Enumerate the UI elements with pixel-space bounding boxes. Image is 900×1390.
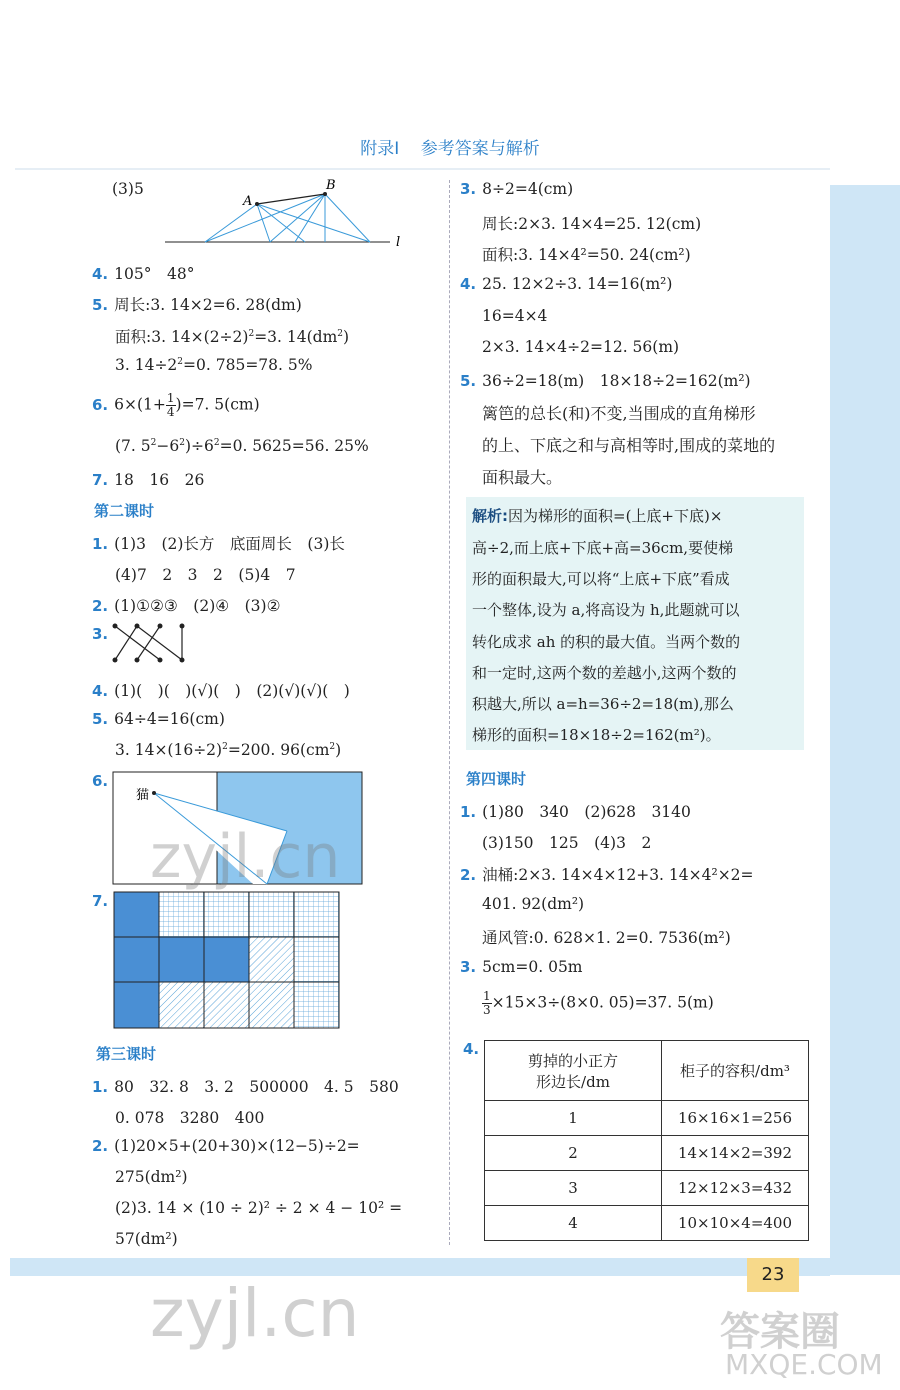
- s2-q1-line2: (4)7 2 3 2 (5)4 7: [115, 566, 296, 584]
- r-q5-line4: 面积最大。: [482, 468, 563, 487]
- table-header-side: 剪掉的小正方 形边长/dm: [485, 1041, 662, 1101]
- q5-line2: 面积:3. $14\times(2\div 2)^2=3$. $14(dm^2)$: [115, 328, 350, 346]
- cat-label: 猫: [136, 788, 150, 803]
- point-b-label: B: [326, 178, 336, 193]
- watermark-center: zyjl.cn: [150, 822, 341, 892]
- column-divider: [449, 180, 450, 1245]
- q5-line3: 3. $14\div 2^2=0$. 785=78. 5%: [115, 356, 313, 374]
- page-number: 23: [747, 1258, 799, 1292]
- volume-table: [484, 1040, 809, 1241]
- r-q4-line1: 4. 25. 12×2÷3. 14=16(m²): [460, 275, 673, 293]
- table-row: 1 16×16×1=256: [485, 1101, 809, 1136]
- section-lesson-3: 第三课时: [96, 1045, 157, 1063]
- analysis-line8: 梯形的面积=18×18÷2=162(m²)。: [472, 726, 721, 744]
- q6-line1: 6. 6×(1+ $\frac{1}{4}$ )=7. 5(cm): [92, 391, 260, 419]
- r4-q2-line3: 通风管:0. 628×1. 2=0. 7536(m²): [482, 929, 731, 947]
- q6-line2: (7. $5^2-6^2)\div 6^2=0$. 5625=56. 25%: [115, 437, 369, 455]
- analysis-line3: 形的面积最大,可以将“上底+下底”看成: [472, 570, 730, 588]
- page-header: [0, 134, 900, 159]
- r4-q4-num: 4.: [463, 1040, 480, 1058]
- s2-q2: 2. (1)①②③ (2)④ (3)②: [92, 597, 281, 615]
- analysis-line7: 积越大,所以 a=h=36÷2=18(m),那么: [472, 695, 734, 713]
- r4-q3-line2: $\frac{1}{3}$ ×15×3÷(8×0. 05)=37. 5(m): [483, 989, 714, 1017]
- r4-q2-line2: 401. 92(dm²): [482, 895, 585, 913]
- point-a-label: A: [243, 194, 253, 209]
- s2-q1-line1: 1. (1)3 (2)长方 底面周长 (3)长: [92, 535, 345, 553]
- analysis-line2: 高÷2,而上底+下底+高=36cm,要使梯: [472, 539, 734, 557]
- appendix-label: 附录Ⅰ: [360, 139, 400, 159]
- matching-figure: [110, 622, 195, 664]
- r-q3-line2: 周长:2×3. 14×4=25. 12(cm): [482, 215, 702, 233]
- r-q4-line3: 2×3. 14×4÷2=12. 56(m): [482, 338, 680, 356]
- r4-q1-line2: (3)150 125 (4)3 2: [482, 834, 652, 852]
- analysis-line6: 和一定时,这两个数的差越小,这两个数的: [472, 664, 737, 682]
- section-lesson-2: 第二课时: [94, 502, 155, 520]
- analysis-line1: 解析:因为梯形的面积=(上底+下底)×: [472, 507, 723, 525]
- table-row: 4 10×10×4=400: [485, 1206, 809, 1241]
- grid-figure: [113, 891, 341, 1031]
- s3-q1-line1: 1. 80 32. 8 3. 2 500000 4. 5 580: [92, 1078, 399, 1096]
- s3-q2-line3: (2)3. 14 × (10 ÷ 2)² ÷ 2 × 4 − 10² =: [115, 1199, 403, 1217]
- s3-q2-line4: 57(dm²): [115, 1230, 178, 1248]
- bottom-margin-band: [10, 1258, 830, 1276]
- q5-line1: 5. 周长:3. 14×2=6. 28(dm): [92, 296, 302, 314]
- r-q5-line2: 篱笆的总长(和)不变,当围成的直角梯形: [482, 404, 756, 423]
- r4-q3-line1: 3. 5cm=0. 05m: [460, 958, 583, 976]
- watermark-bottom: zyjl.cn: [150, 1275, 360, 1352]
- s2-q3-num: 3.: [92, 625, 109, 643]
- s2-q6-num: 6.: [92, 772, 109, 790]
- header-title: 参考答案与解析: [420, 139, 540, 159]
- s2-q5-line2: 3. $14\times(16\div 2)^2=200$. $96(cm^2)$: [115, 741, 342, 759]
- s2-q4: 4. (1)( )( )(√)( ) (2)(√)(√)( ): [92, 682, 350, 700]
- line-l-label: l: [396, 235, 401, 250]
- r-q5-line3: 的上、下底之和与高相等时,围成的菜地的: [482, 436, 776, 455]
- s2-q7-num: 7.: [92, 892, 109, 910]
- table-row: 3 12×12×3=432: [485, 1171, 809, 1206]
- analysis-line4: 一个整体,设为 a,将高设为 h,此题就可以: [472, 601, 740, 619]
- q3-answer: (3)5: [112, 180, 144, 198]
- section-lesson-4: 第四课时: [466, 770, 527, 788]
- s2-q5-line1: 5. 64÷4=16(cm): [92, 710, 225, 728]
- r4-q1-line1: 1. (1)80 340 (2)628 3140: [460, 803, 691, 821]
- q7: 7. 18 16 26: [92, 471, 205, 489]
- r-q5-line1: 5. 36÷2=18(m) 18×18÷2=162(m²): [460, 372, 751, 390]
- q4: 4. 105° 48°: [92, 265, 195, 283]
- analysis-line5: 转化成求 ah 的积的最大值。当两个数的: [472, 633, 741, 651]
- r-q3-line1: 3. 8÷2=4(cm): [460, 180, 574, 198]
- r-q3-line3: 面积:3. 14×4²=50. 24(cm²): [482, 246, 691, 264]
- watermark-site: MXQE.COM: [725, 1348, 883, 1381]
- s3-q1-line2: 0. 078 3280 400: [115, 1109, 265, 1127]
- s3-q2-line2: 275(dm²): [115, 1168, 188, 1186]
- s3-q2-line1: 2. (1)20×5+(20+30)×(12−5)÷2=: [92, 1137, 360, 1155]
- r4-q2-line1: 2. 油桶:2×3. 14×4×12+3. 14×4²×2=: [460, 866, 754, 884]
- table-header-volume: 柜子的容积/dm³: [662, 1041, 809, 1101]
- header-rule: [15, 168, 830, 170]
- r-q4-line2: 16=4×4: [482, 307, 548, 325]
- lines-figure: [160, 175, 410, 250]
- analysis-box: [466, 497, 804, 750]
- table-row: 2 14×14×2=392: [485, 1136, 809, 1171]
- watermark-logo: 答案圈: [720, 1309, 840, 1355]
- right-margin-band: [830, 185, 900, 1275]
